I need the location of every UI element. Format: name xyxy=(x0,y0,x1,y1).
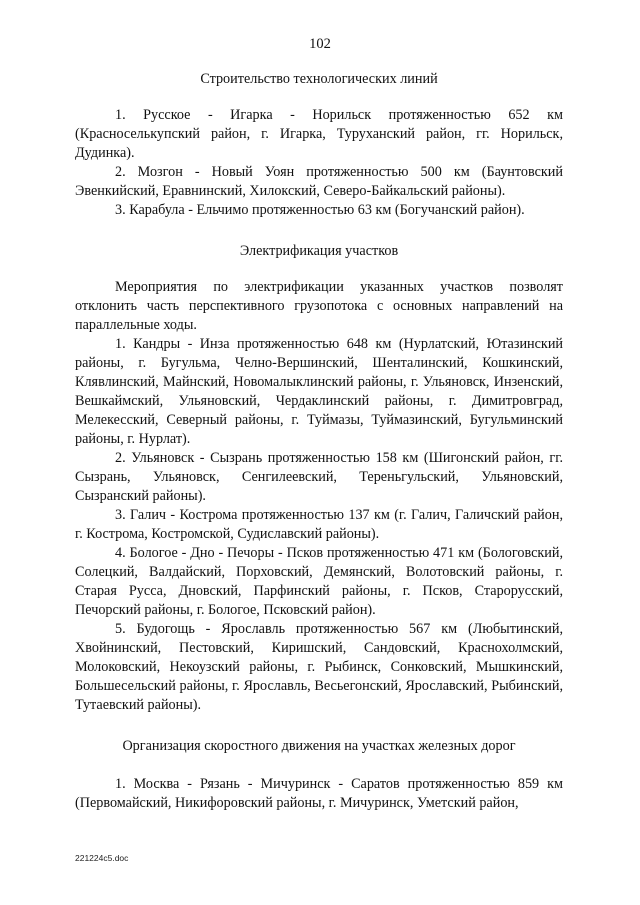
page-number: 102 xyxy=(309,36,331,52)
paragraph: 1. Русское - Игарка - Норильск протяженностью 652 км (Красноселькупский район, г. Игарка, Туруханский район, гг. Норильск, Дудинка). xyxy=(75,107,563,161)
section-heading-electrification: Электрификация участков xyxy=(239,243,399,259)
paragraph: 1. Кандры - Инза протяженностью 648 км (Нурлатский, Ютазинский районы, г. Бугульма, Челно-Вершинский, Шенталинский, Кошкинский, Клявлинский, Майнский, Новомалыклинский районы, г. Ульяновск, Инзенский, Вешкаймский, Ульяновский, Чердаклинский районы, г. Димитровград, Мелекесский, Северный районы, г. Туймазы, Туймазинский, Бугульминский районы, г. Нурлат). xyxy=(75,336,563,447)
paragraph: 1. Москва - Рязань - Мичуринск - Саратов протяженностью 859 км (Первомайский, Никифоровский районы, г. Мичуринск, Уметский район, xyxy=(75,776,563,811)
paragraph: 2. Ульяновск - Сызрань протяженностью 158 км (Шигонский район, гг. Сызрань, Ульяновск, Сенгилеевский, Тереньгульский, Ульяновский, Сызранский районы). xyxy=(75,450,563,504)
section-heading-construction: Строительство технологических линий xyxy=(200,71,438,87)
paragraph: 5. Будогощь - Ярославль протяженностью 567 км (Любытинский, Хвойнинский, Пестовский, Киришский, Сандовский, Краснохолмский, Молоковский, Некоузский районы, г. Рыбинск, Сонковский, Мышкинский, Большесельский районы, г. Ярославль, Весьегонский, Ярославский, Рыбинский, Тутаевский районы). xyxy=(75,621,563,713)
paragraph: Мероприятия по электрификации указанных участков позволят отклонить часть перспективного грузопотока с основных направлений на параллельные ходы. xyxy=(75,279,563,333)
document-filename-footer: 221224c5.doc xyxy=(75,853,129,863)
paragraph: 4. Бологое - Дно - Печоры - Псков протяженностью 471 км (Бологовский, Солецкий, Валдайский, Порховский, Демянский, Волотовский районы, г. Старая Русса, Дновский, Парфинский районы, г. Псков, Старорусский, Печорский районы, г. Бологое, Псковский район). xyxy=(75,545,563,618)
paragraph: 3. Карабула - Ельчимо протяженностью 63 км (Богучанский район). xyxy=(115,202,525,218)
document-body xyxy=(75,70,563,813)
section-heading-high-speed: Организация скоростного движения на участках железных дорог xyxy=(122,738,516,754)
paragraph: 2. Мозгон - Новый Уоян протяженностью 500 км (Баунтовский Эвенкийский, Еравнинский, Хилокский, Северо-Байкальский районы). xyxy=(75,164,563,199)
paragraph: 3. Галич - Кострома протяженностью 137 км (г. Галич, Галичский район, г. Кострома, Костромской, Судиславский районы). xyxy=(75,507,563,542)
